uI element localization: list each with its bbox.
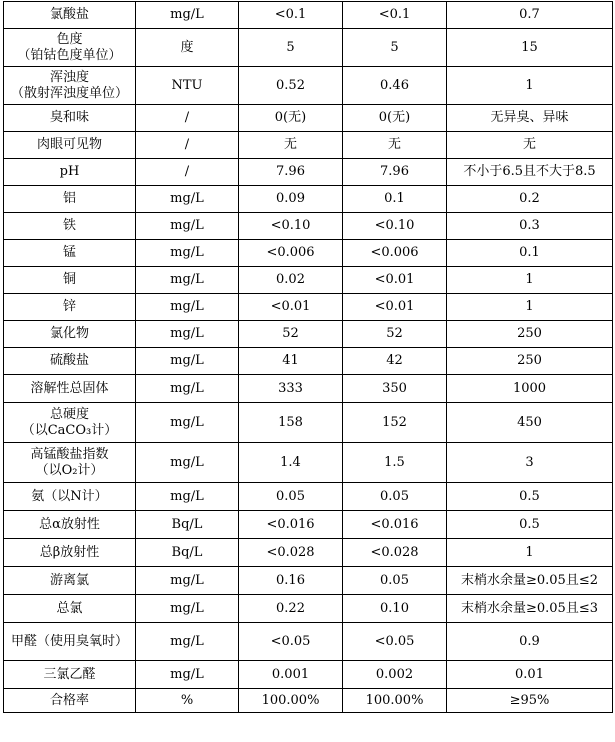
cell-result-2: <0.10: [343, 213, 447, 240]
cell-limit: 250: [447, 321, 613, 348]
cell-unit: %: [136, 689, 239, 713]
cell-item: [4, 105, 136, 132]
table-row: [4, 29, 613, 67]
cell-result-1: 0.52: [239, 67, 343, 105]
cell-result-2: <0.006: [343, 240, 447, 267]
cell-item: [4, 213, 136, 240]
cell-item: [4, 623, 136, 661]
item-name: 硫酸盐: [49, 353, 89, 368]
cell-limit: 无异臭、异味: [447, 105, 613, 132]
cell-result-2: 152: [343, 403, 447, 443]
item-name: 游离氯: [49, 572, 89, 588]
cell-unit: mg/L: [136, 213, 239, 240]
cell-result-1: <0.1: [239, 2, 343, 29]
cell-result-1: 无: [239, 132, 343, 159]
cell-unit: mg/L: [136, 661, 239, 689]
item-name: 三氯乙醛: [43, 666, 96, 682]
cell-unit: mg/L: [136, 403, 239, 443]
table-row: [4, 375, 613, 403]
cell-unit: mg/L: [136, 267, 239, 294]
cell-item: [4, 267, 136, 294]
cell-result-2: 0.05: [343, 567, 447, 595]
cell-result-1: <0.016: [239, 511, 343, 539]
cell-item: [4, 132, 136, 159]
cell-limit: 1: [447, 294, 613, 321]
cell-unit: mg/L: [136, 186, 239, 213]
cell-result-2: 100.00%: [343, 689, 447, 713]
cell-result-1: 52: [239, 321, 343, 348]
item-name: 肉眼可见物: [36, 137, 102, 152]
cell-unit: NTU: [136, 67, 239, 105]
cell-limit: 1: [447, 67, 613, 105]
cell-unit: /: [136, 105, 239, 132]
item-name: 铝: [62, 191, 76, 206]
cell-result-1: <0.05: [239, 623, 343, 661]
cell-limit: 0.3: [447, 213, 613, 240]
table-row: [4, 689, 613, 713]
cell-result-2: 0(无): [343, 105, 447, 132]
cell-item: [4, 294, 136, 321]
item-note: （以O₂计）: [35, 462, 104, 478]
item-name: 氯化物: [49, 326, 89, 341]
cell-item: [4, 539, 136, 567]
cell-result-2: 42: [343, 348, 447, 375]
table-row: [4, 132, 613, 159]
cell-limit: 0.9: [447, 623, 613, 661]
table-row: [4, 294, 613, 321]
cell-unit: /: [136, 159, 239, 186]
cell-item: [4, 511, 136, 539]
table-row: [4, 483, 613, 511]
cell-result-1: 5: [239, 29, 343, 67]
cell-item: [4, 483, 136, 511]
cell-result-1: 0(无): [239, 105, 343, 132]
cell-unit: Bq/L: [136, 539, 239, 567]
cell-result-1: 7.96: [239, 159, 343, 186]
cell-unit: mg/L: [136, 294, 239, 321]
cell-limit: 0.5: [447, 483, 613, 511]
item-name: 总α放射性: [39, 516, 100, 532]
cell-result-1: 1.4: [239, 443, 343, 483]
cell-limit: 1: [447, 539, 613, 567]
cell-unit: mg/L: [136, 375, 239, 403]
item-name: 高锰酸盐指数: [30, 446, 109, 462]
cell-result-1: 0.22: [239, 595, 343, 623]
item-name: 锰: [62, 245, 76, 260]
cell-item: [4, 2, 136, 29]
cell-unit: mg/L: [136, 321, 239, 348]
cell-limit: ≥95%: [447, 689, 613, 713]
cell-result-2: 0.1: [343, 186, 447, 213]
table-row: [4, 105, 613, 132]
table-row: [4, 539, 613, 567]
item-name: 铁: [62, 218, 76, 233]
item-name: 总硬度: [49, 406, 89, 422]
table-row: [4, 661, 613, 689]
item-name: 甲醛（使用臭氧时）: [10, 633, 128, 649]
cell-result-2: 1.5: [343, 443, 447, 483]
cell-limit: 0.2: [447, 186, 613, 213]
cell-item: [4, 29, 136, 67]
cell-limit: 3: [447, 443, 613, 483]
table-row: [4, 623, 613, 661]
cell-limit: 末梢水余量≥0.05且≤3: [447, 595, 613, 623]
cell-result-2: 0.10: [343, 595, 447, 623]
table-row: [4, 443, 613, 483]
cell-result-1: <0.006: [239, 240, 343, 267]
cell-item: [4, 375, 136, 403]
cell-limit: 末梢水余量≥0.05且≤2: [447, 567, 613, 595]
table-row: [4, 321, 613, 348]
item-name: 总β放射性: [39, 544, 100, 560]
cell-item: [4, 403, 136, 443]
item-note: （散射浑浊度单位）: [10, 85, 128, 101]
cell-unit: mg/L: [136, 2, 239, 29]
table-row: [4, 567, 613, 595]
cell-unit: mg/L: [136, 240, 239, 267]
cell-unit: mg/L: [136, 623, 239, 661]
cell-result-2: 350: [343, 375, 447, 403]
cell-unit: mg/L: [136, 443, 239, 483]
cell-result-1: 0.16: [239, 567, 343, 595]
cell-unit: mg/L: [136, 348, 239, 375]
cell-item: [4, 443, 136, 483]
cell-unit: Bq/L: [136, 511, 239, 539]
cell-result-2: 0.05: [343, 483, 447, 511]
cell-item: [4, 67, 136, 105]
table-row: [4, 403, 613, 443]
cell-result-1: 0.02: [239, 267, 343, 294]
cell-result-1: <0.028: [239, 539, 343, 567]
item-name: 浑浊度: [49, 69, 89, 85]
cell-result-2: <0.01: [343, 294, 447, 321]
item-name: 合格率: [49, 692, 89, 708]
item-note: （铂钴色度单位）: [17, 47, 122, 63]
cell-unit: mg/L: [136, 595, 239, 623]
cell-result-2: <0.016: [343, 511, 447, 539]
cell-result-2: 0.002: [343, 661, 447, 689]
cell-limit: 无: [447, 132, 613, 159]
cell-limit: 不小于6.5且不大于8.5: [447, 159, 613, 186]
item-name: 总氯: [56, 600, 83, 616]
cell-result-2: 5: [343, 29, 447, 67]
table-row: [4, 267, 613, 294]
cell-unit: mg/L: [136, 567, 239, 595]
table-row: [4, 595, 613, 623]
cell-limit: 15: [447, 29, 613, 67]
cell-limit: 1: [447, 267, 613, 294]
cell-result-1: 158: [239, 403, 343, 443]
cell-unit: mg/L: [136, 483, 239, 511]
cell-result-2: 7.96: [343, 159, 447, 186]
cell-item: [4, 321, 136, 348]
cell-result-2: <0.05: [343, 623, 447, 661]
item-name: 色度: [56, 31, 83, 47]
cell-result-2: <0.01: [343, 267, 447, 294]
cell-result-1: <0.10: [239, 213, 343, 240]
cell-result-2: <0.1: [343, 2, 447, 29]
cell-limit: 0.01: [447, 661, 613, 689]
cell-item: [4, 348, 136, 375]
cell-result-1: <0.01: [239, 294, 343, 321]
cell-unit: /: [136, 132, 239, 159]
cell-result-1: 333: [239, 375, 343, 403]
cell-result-1: 100.00%: [239, 689, 343, 713]
table-row: [4, 240, 613, 267]
item-name: 臭和味: [49, 110, 89, 125]
cell-result-2: <0.028: [343, 539, 447, 567]
cell-result-1: 0.001: [239, 661, 343, 689]
item-name: 锌: [62, 299, 76, 314]
cell-item: [4, 240, 136, 267]
cell-result-2: 无: [343, 132, 447, 159]
table-row: [4, 159, 613, 186]
cell-item: [4, 186, 136, 213]
cell-result-2: 0.46: [343, 67, 447, 105]
cell-item: [4, 595, 136, 623]
cell-result-1: 0.09: [239, 186, 343, 213]
cell-limit: 450: [447, 403, 613, 443]
cell-result-2: 52: [343, 321, 447, 348]
item-name: 铜: [62, 272, 76, 287]
item-name: pH: [59, 164, 80, 179]
table-row: [4, 67, 613, 105]
cell-limit: 0.1: [447, 240, 613, 267]
cell-result-1: 0.05: [239, 483, 343, 511]
item-note: （以CaCO₃计）: [21, 422, 118, 438]
item-name: 氯酸盐: [49, 7, 89, 22]
cell-limit: 0.7: [447, 2, 613, 29]
cell-item: [4, 159, 136, 186]
cell-unit: 度: [136, 29, 239, 67]
cell-item: [4, 689, 136, 713]
cell-limit: 0.5: [447, 511, 613, 539]
water-quality-table: [3, 1, 613, 713]
cell-item: [4, 661, 136, 689]
table-row: [4, 348, 613, 375]
cell-limit: 250: [447, 348, 613, 375]
water-quality-table-body: [4, 2, 613, 713]
table-row: [4, 213, 613, 240]
table-row: [4, 511, 613, 539]
cell-result-1: 41: [239, 348, 343, 375]
cell-item: [4, 567, 136, 595]
table-row: [4, 2, 613, 29]
item-name: 氨（以N计）: [31, 488, 108, 504]
table-row: [4, 186, 613, 213]
item-name: 溶解性总固体: [30, 380, 109, 396]
cell-limit: 1000: [447, 375, 613, 403]
